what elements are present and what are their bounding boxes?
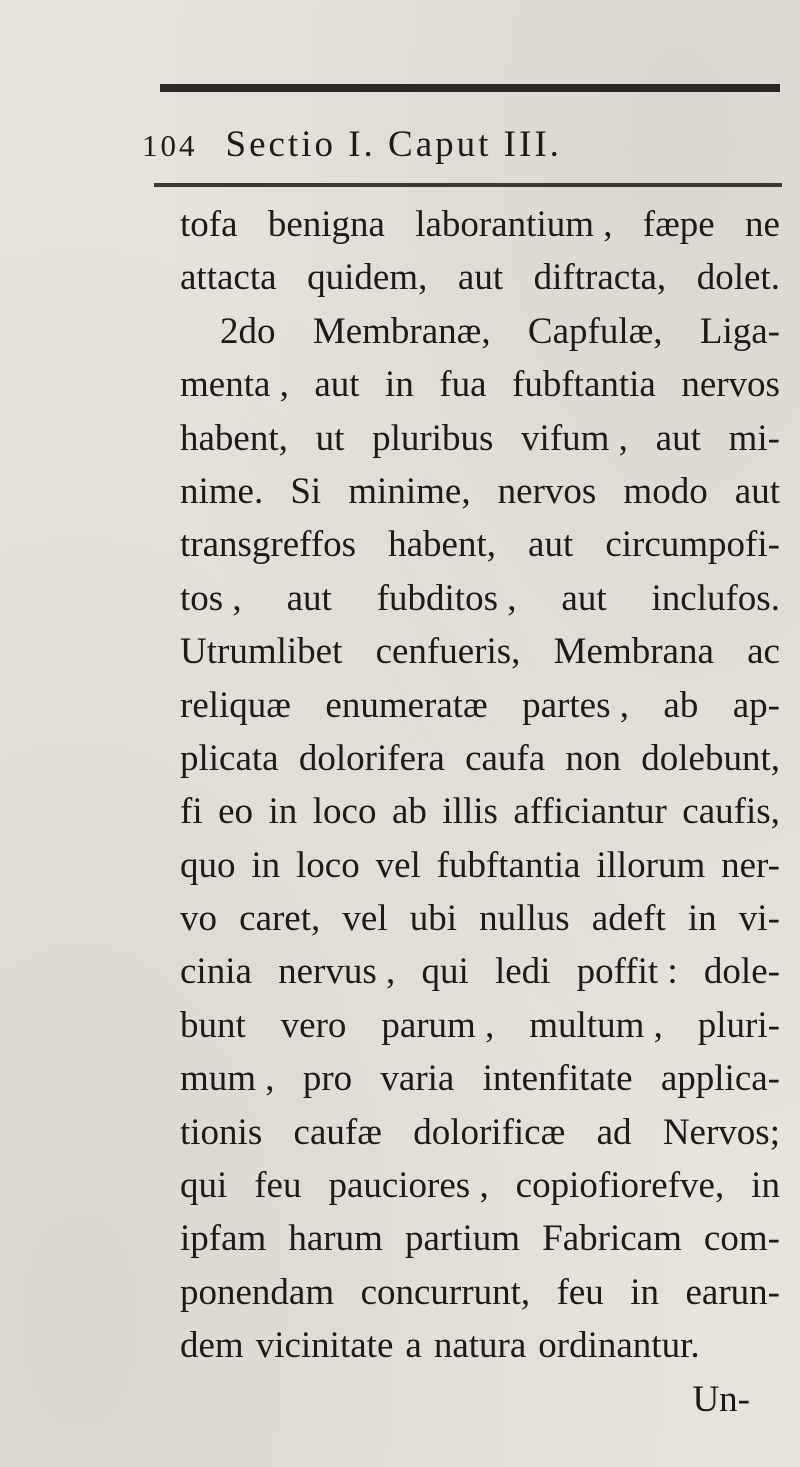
word: ubi xyxy=(409,898,458,940)
word: cenfueris, xyxy=(375,631,521,673)
word: loco xyxy=(296,844,360,886)
text-line xyxy=(180,892,780,945)
word: fubftantia xyxy=(436,844,581,886)
word: caret, xyxy=(239,898,321,940)
word: mum , xyxy=(180,1058,275,1100)
word: aut xyxy=(561,577,607,619)
word: adeft xyxy=(591,898,666,940)
word: loco xyxy=(312,791,377,833)
word: vi- xyxy=(738,898,780,940)
page-number: 104 xyxy=(142,128,198,163)
word: nervos xyxy=(497,470,597,512)
word: fi xyxy=(180,791,203,833)
text-line xyxy=(180,785,780,838)
word: inclufos. xyxy=(651,577,780,619)
word: habent, xyxy=(388,524,496,566)
word: reliquæ xyxy=(180,684,291,726)
word: dem xyxy=(180,1325,244,1367)
word: fubftantia xyxy=(512,364,656,406)
word: mi- xyxy=(728,417,780,459)
word: illis xyxy=(442,791,498,833)
word: ne xyxy=(745,204,780,245)
catchword-line xyxy=(180,1373,780,1426)
word: ab xyxy=(391,791,427,833)
text-line xyxy=(180,839,780,892)
word: Capfulæ, xyxy=(527,310,663,352)
word: caufæ xyxy=(293,1111,382,1153)
word: concurrunt, xyxy=(360,1271,531,1313)
text-line xyxy=(180,1052,780,1105)
text-line xyxy=(180,999,780,1052)
body-text xyxy=(180,198,780,1426)
word: applica- xyxy=(660,1058,780,1100)
word: natura xyxy=(433,1325,527,1367)
top-border-rule xyxy=(160,84,780,92)
word: tionis xyxy=(180,1111,263,1153)
text-line xyxy=(180,572,780,625)
word: cinia xyxy=(180,951,252,993)
word: com- xyxy=(703,1218,780,1260)
word: vifum , xyxy=(521,417,628,459)
word: in xyxy=(251,844,281,886)
word: eo xyxy=(218,791,254,833)
word: ipfam xyxy=(180,1218,267,1260)
word: feu xyxy=(254,1165,302,1207)
word: pluri- xyxy=(697,1004,780,1046)
text-line xyxy=(180,412,780,465)
text-line xyxy=(180,732,780,785)
word: attacta xyxy=(180,257,277,299)
word: plicata xyxy=(180,737,279,779)
word: qui xyxy=(180,1165,228,1207)
word: Fabricam xyxy=(542,1218,682,1260)
word: ut xyxy=(315,417,345,459)
word: pluribus xyxy=(372,417,494,459)
word: ac xyxy=(747,631,780,673)
word: quidem, xyxy=(307,257,428,299)
word: benigna xyxy=(267,204,385,245)
text-line xyxy=(180,358,780,411)
word: dole- xyxy=(703,951,780,993)
word: earun- xyxy=(685,1271,780,1313)
word: dolorificæ xyxy=(413,1111,566,1153)
word: nime. xyxy=(180,470,264,512)
word: pauciores , xyxy=(328,1165,489,1207)
word: enumeratæ xyxy=(325,684,488,726)
word: harum xyxy=(288,1218,383,1260)
word: multum , xyxy=(529,1004,663,1046)
word: Nervos; xyxy=(662,1111,780,1153)
word: nervus , xyxy=(278,951,396,993)
text-line xyxy=(180,945,780,998)
text-line xyxy=(180,1266,780,1319)
word: feu xyxy=(556,1271,604,1313)
text-line xyxy=(180,518,780,571)
word: aut xyxy=(457,257,504,299)
word: Si xyxy=(290,470,322,512)
word: in xyxy=(687,898,717,940)
word: vo xyxy=(180,898,217,940)
word: tofa xyxy=(180,204,238,245)
word: ponendam xyxy=(180,1271,335,1313)
text-line xyxy=(180,679,780,732)
text-line xyxy=(180,1159,780,1212)
word: minime, xyxy=(348,470,471,512)
word: a xyxy=(405,1325,422,1367)
word: fæpe xyxy=(642,204,715,245)
word: Liga- xyxy=(699,310,780,352)
word: fubditos , xyxy=(376,577,517,619)
running-header xyxy=(142,126,782,163)
text-line xyxy=(180,251,780,304)
word: vicinitate xyxy=(255,1325,394,1367)
word: aut xyxy=(314,364,360,406)
word: ledi xyxy=(494,951,551,993)
word: ap- xyxy=(732,684,780,726)
word: dolebunt, xyxy=(641,737,780,779)
word: Membranæ, xyxy=(312,310,491,352)
text-line xyxy=(180,1106,780,1159)
word: illorum xyxy=(596,844,706,886)
catchword: Un- xyxy=(692,1378,750,1420)
word: laborantium , xyxy=(415,204,613,245)
word: in xyxy=(385,364,414,406)
word: qui xyxy=(421,951,469,993)
word: nervos xyxy=(681,364,780,406)
text-line xyxy=(180,465,780,518)
running-title: Sectio I. Caput III. xyxy=(225,124,562,165)
header-rule xyxy=(154,183,782,187)
word: afficiantur xyxy=(513,791,667,833)
word: transgreffos xyxy=(180,524,357,566)
word: circumpofi- xyxy=(605,524,780,566)
text-line xyxy=(180,1319,780,1372)
word: menta , xyxy=(180,364,289,406)
text-line xyxy=(180,198,780,251)
word: tos , xyxy=(180,577,242,619)
word: caufis, xyxy=(682,791,780,833)
word: ad xyxy=(596,1111,632,1153)
word: parum , xyxy=(381,1004,495,1046)
word: copiofiorefve, xyxy=(515,1165,725,1207)
word: Utrumlibet xyxy=(180,631,343,673)
word: aut xyxy=(655,417,701,459)
word: fua xyxy=(439,364,487,406)
word: bunt xyxy=(180,1004,246,1046)
word: aut xyxy=(528,524,574,566)
word: ner- xyxy=(721,844,780,886)
text-line xyxy=(180,305,780,358)
word: caufa xyxy=(465,737,546,779)
word: vel xyxy=(342,898,388,940)
word: pro xyxy=(302,1058,353,1100)
word: in xyxy=(268,791,298,833)
word: modo xyxy=(623,470,708,512)
word: ordinantur. xyxy=(538,1325,700,1367)
word: ab xyxy=(663,684,699,726)
word: aut xyxy=(286,577,332,619)
word: vero xyxy=(280,1004,347,1046)
word: vel xyxy=(375,844,421,886)
word: partium xyxy=(404,1218,521,1260)
text-line xyxy=(180,625,780,678)
word: poffit : xyxy=(576,951,678,993)
word: diftracta, xyxy=(533,257,667,299)
word: dolorifera xyxy=(298,737,445,779)
word: in xyxy=(630,1271,660,1313)
word: 2do xyxy=(220,310,276,352)
word: partes , xyxy=(522,684,629,726)
word: aut xyxy=(734,470,780,512)
word: habent, xyxy=(180,417,288,459)
word: intenfitate xyxy=(482,1058,633,1100)
word: varia xyxy=(380,1058,455,1100)
word: nullus xyxy=(479,898,570,940)
word: Membrana xyxy=(553,631,714,673)
word: dolet. xyxy=(696,257,780,299)
word: non xyxy=(565,737,621,779)
word: quo xyxy=(180,844,236,886)
word: in xyxy=(751,1165,780,1207)
text-line xyxy=(180,1212,780,1265)
